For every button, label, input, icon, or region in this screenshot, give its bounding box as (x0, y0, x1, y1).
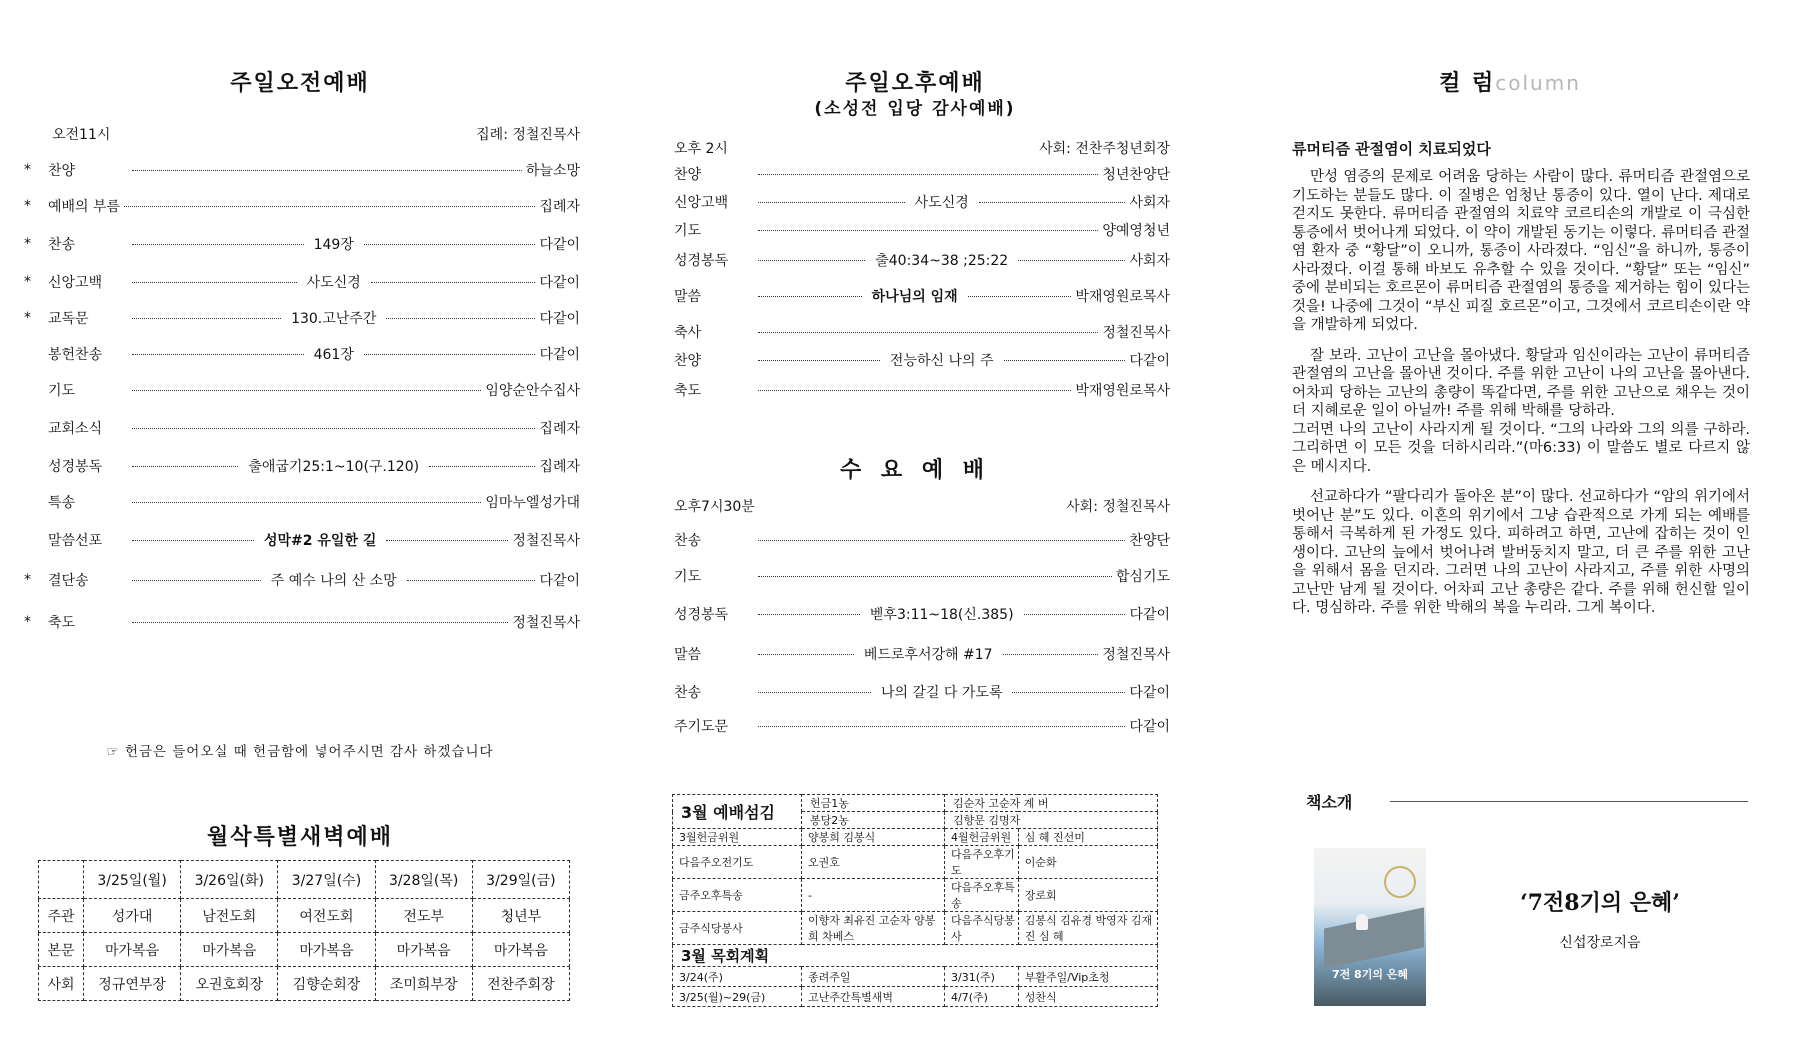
dotted-leader (1024, 614, 1126, 615)
dotted-leader (758, 576, 1112, 577)
order-row (674, 164, 1170, 184)
dotted-leader (968, 296, 1072, 297)
order-person: 청년찬양단 (1102, 167, 1170, 183)
order-label: 축도 (674, 383, 702, 399)
dotted-leader (132, 318, 281, 319)
dotted-leader (758, 390, 1071, 391)
order-person: 하늘소망 (525, 163, 580, 179)
dotted-leader (979, 202, 1126, 203)
dawn-row-label: 본문 (39, 933, 84, 967)
morning-leader: 집례: 정철진목사 (476, 127, 580, 143)
order-person: 다같이 (1129, 719, 1170, 735)
servers-cell: 이향자 최유진 고순자 양봉희 차베스 (802, 912, 945, 945)
order-detail: 주 예수 나의 산 소망 (270, 573, 397, 589)
dotted-leader (429, 466, 535, 467)
dotted-leader (132, 466, 238, 467)
dotted-leader (758, 202, 905, 203)
dawn-schedule-table (38, 860, 570, 1001)
order-label: 결단송 (48, 573, 89, 589)
plan-cell: 종려주일 (802, 967, 945, 987)
order-row (674, 530, 1170, 550)
dawn-cell: 여전도회 (278, 899, 375, 933)
order-label: 찬송 (674, 685, 702, 701)
dawn-date: 3/27일(수) (278, 861, 375, 899)
order-person: 찬양단 (1129, 533, 1170, 549)
order-person: 박재영원로목사 (1075, 383, 1170, 399)
dotted-leader (132, 244, 304, 245)
wednesday-leader: 사회: 정철진목사 (1066, 499, 1170, 515)
book-cover-title: 7전 8기의 은혜 (1331, 968, 1409, 981)
dawn-row-label: 사회 (39, 967, 84, 1001)
order-detail: 베드로후서강해 #17 (863, 647, 993, 663)
order-label: 찬양 (48, 163, 76, 179)
dotted-leader (758, 654, 854, 655)
order-label: 축사 (674, 325, 702, 341)
book-author: 신섭장로지음 (1559, 935, 1641, 951)
servers-cell: 김봉식 김유경 박영자 김재진 심 혜 (1018, 912, 1157, 945)
order-person: 집례자 (539, 199, 580, 215)
order-label: 찬양 (674, 353, 702, 369)
column-body (1292, 168, 1750, 618)
dotted-leader (364, 354, 536, 355)
plan-cell: 부활주일/Vip초청 (1018, 967, 1157, 987)
order-row (20, 272, 580, 292)
order-detail: 출40:34~38 ;25:22 (875, 253, 1009, 269)
order-label: 말씀 (674, 289, 702, 305)
book-label: 책소개 (1306, 793, 1353, 812)
order-label: 찬송 (674, 533, 702, 549)
dotted-leader (364, 244, 536, 245)
dotted-leader (132, 580, 261, 581)
dotted-leader (132, 502, 481, 503)
order-person: 집례자 (539, 459, 580, 475)
order-label: 찬양 (674, 167, 702, 183)
servers-cell: 오권호 (802, 846, 945, 879)
order-person: 정철진목사 (512, 533, 580, 549)
servers-cell: - (802, 879, 945, 912)
dawn-cell: 조미희부장 (375, 967, 472, 1001)
order-detail: 461장 (313, 347, 354, 363)
dotted-leader (758, 540, 1125, 541)
order-row (674, 682, 1170, 702)
servers-cell: 장로회 (1018, 879, 1157, 912)
dotted-leader (386, 318, 535, 319)
dawn-header-row (39, 861, 570, 899)
servers-cell: 금주식당봉사 (673, 912, 802, 945)
award-seal (1384, 866, 1416, 898)
order-detail: 사도신경 (914, 195, 969, 211)
column-title-en: column (1495, 71, 1581, 95)
order-person: 집례자 (539, 421, 580, 437)
order-person: 다같이 (1129, 685, 1170, 701)
order-row (20, 570, 580, 590)
dotted-leader (132, 390, 481, 391)
afternoon-title: 주일오후예배 (845, 71, 985, 96)
dawn-cell: 마가복음 (375, 933, 472, 967)
servers-cell: 양봉희 김봉식 (802, 829, 945, 846)
dawn-corner (39, 861, 84, 899)
order-person: 박재영원로목사 (1075, 289, 1171, 305)
order-row (674, 286, 1170, 306)
order-label: 주기도문 (674, 719, 729, 735)
servers-cell: 다음주오후특송 (945, 879, 1019, 912)
dawn-row (39, 933, 570, 967)
order-label: 신앙고백 (48, 275, 103, 291)
column-paragraph: 만성 염증의 문제로 어려움 당하는 사람이 많다. 류머티즘 관절염으로 기도하는 분들도 많다. 이 질병은 엄청난 통증이 있다. 열이 난다. 제대로 걷지도 못한다. 류머티즘 관절염의 치료약 코르티손의 개발로 이 극심한 통증에서 벗어나게 되었다. 이 약이 개발된 동기는 이렇다. 류머티즘 관절염 환자 중 “황달”이 오니까, 통증이 사라졌다. “임신”을 하니까, 통증이 사라졌다. 이걸 통해 바보도 유추할 수 있을 것이다. “황달” 또는 “임신” 중에 분비되는 호르몬이 류머티즘 관절염의 통증을 제거하는 힘이 있다는 것을! 나중에 그것이 “부신 피질 호르몬”이고, 그것에서 코르티손이란 약을 개발하게 되었다. (1292, 169, 1750, 333)
dawn-cell: 오권호회장 (181, 967, 278, 1001)
order-row (20, 308, 580, 328)
offering-note: ☞ 헌금은 들어오실 때 헌금함에 넣어주시면 감사 하겠습니다 (106, 744, 494, 760)
dawn-cell: 청년부 (472, 899, 569, 933)
order-person: 임양순안수집사 (485, 383, 580, 399)
order-person: 사회자 (1129, 195, 1170, 211)
order-row (20, 492, 580, 512)
order-label: 찬송 (48, 237, 76, 253)
order-row (20, 160, 580, 180)
dawn-date: 3/28일(목) (375, 861, 472, 899)
dawn-cell: 마가복음 (181, 933, 278, 967)
dawn-cell: 마가복음 (278, 933, 375, 967)
star-mark: * (24, 274, 31, 290)
dotted-leader (132, 282, 297, 283)
dawn-row-label: 주관 (39, 899, 84, 933)
dawn-cell: 성가대 (84, 899, 181, 933)
order-person: 다같이 (539, 311, 581, 327)
order-label: 봉헌찬송 (48, 347, 103, 363)
order-person: 다같이 (1129, 353, 1170, 369)
dawn-cell: 마가복음 (84, 933, 181, 967)
dotted-leader (407, 580, 536, 581)
order-label: 교독문 (48, 311, 89, 327)
order-row (674, 322, 1170, 342)
order-row (20, 196, 580, 216)
afternoon-subtitle: (소성전 입당 감사예배) (814, 99, 1016, 119)
order-detail: 전능하신 나의 주 (889, 353, 994, 369)
order-label: 기도 (674, 569, 702, 585)
column-paragraph: 선교하다가 “팔다리가 돌아온 분”이 많다. 선교하다가 “암의 위기에서 벗어난 분”도 있다. 이혼의 위기에서 그냥 습관적으로 가게 되는 예배를 통해서 극복하게 된 가정도 있다. 피하려고 하면, 고난에 잡히는 것이 인생이다. 고난의 늪에서 벗어나려 발버둥치지 말고, 더 큰 주를 위한 고난을 위해서 몸을 던지라. 그러면 나의 고난이 사라지고, 주를 위한 사명의 고난만 남게 될 것이다. 어차피 고난 총량은 같다. 주를 위해 헌신할 일이다. 명심하라. 주를 위한 박해의 복을 누리라. 그게 복이다. (1292, 489, 1750, 616)
dawn-row (39, 899, 570, 933)
dotted-leader (758, 614, 860, 615)
dotted-leader (132, 540, 254, 541)
order-row (20, 612, 580, 632)
servers-row (673, 912, 1158, 945)
star-mark: * (24, 236, 31, 252)
order-person: 다같이 (539, 237, 581, 253)
dotted-leader (132, 170, 522, 171)
plan-cell: 3/31(주) (945, 967, 1019, 987)
order-label: 말씀 (674, 647, 702, 663)
servers-cell: 3월헌금위원 (673, 829, 802, 846)
servers-table (672, 794, 1158, 1007)
servers-row (673, 829, 1158, 846)
wednesday-title: 수 요 예 배 (840, 458, 990, 483)
book-title: ‘7전8기의 은혜’ (1520, 890, 1680, 916)
dotted-leader (132, 354, 304, 355)
order-detail: 나의 갈길 다 가도록 (880, 685, 1003, 701)
dotted-leader (758, 692, 871, 693)
order-row (20, 380, 580, 400)
star-mark: * (24, 198, 31, 214)
dotted-leader (1003, 654, 1099, 655)
order-label: 신앙고백 (674, 195, 729, 211)
order-person: 정철진목사 (512, 615, 580, 631)
dawn-date: 3/29일(금) (472, 861, 569, 899)
morning-time: 오전11시 (52, 127, 111, 143)
dotted-leader (132, 622, 508, 623)
order-row (674, 380, 1170, 400)
dawn-cell: 김향순회장 (278, 967, 375, 1001)
dawn-cell: 남전도회 (181, 899, 278, 933)
plan-title: 3월 목회계획 (673, 945, 1158, 967)
plan-cell: 3/24(주) (673, 967, 802, 987)
wednesday-time: 오후7시30분 (674, 499, 755, 515)
dotted-leader (1012, 692, 1125, 693)
dotted-leader (758, 174, 1098, 175)
order-label: 축도 (48, 615, 76, 631)
dotted-leader (371, 282, 536, 283)
dotted-leader (386, 540, 508, 541)
order-row (20, 344, 580, 364)
cliff-shape (1324, 907, 1424, 968)
dotted-leader (758, 332, 1098, 333)
book-cover (1314, 848, 1426, 1006)
dawn-title: 월삭특별새벽예배 (206, 825, 394, 850)
dotted-leader (132, 428, 535, 429)
dawn-cell: 전도부 (375, 899, 472, 933)
order-detail: 벧후3:11~18(신.385) (869, 607, 1014, 623)
order-row (20, 456, 580, 476)
order-label: 성경봉독 (48, 459, 103, 475)
order-row (674, 250, 1170, 270)
order-detail: 출애굽기25:1~10(구.120) (248, 459, 420, 475)
afternoon-time: 오후 2시 (674, 141, 728, 157)
order-row (674, 566, 1170, 586)
order-person: 합심기도 (1115, 569, 1170, 585)
servers-cell: 다음주식당봉사 (945, 912, 1019, 945)
plan-cell: 고난주간특별새벽 (802, 987, 945, 1007)
order-label: 교회소식 (48, 421, 103, 437)
order-row (674, 192, 1170, 212)
afternoon-leader: 사회: 전찬주청년회장 (1039, 141, 1170, 157)
order-label: 기도 (674, 223, 702, 239)
order-row (674, 644, 1170, 664)
column-paragraph: 잘 보라. 고난이 고난을 몰아냈다. 황달과 임신이라는 고난이 류머티즘 관절염의 고난을 몰아낸 것이다. 주를 위한 고난이 나의 고난을 몰아낸다. 어차피 당하는 고난의 총량이 똑같다면, 주를 위한 고난으로 채우는 것이 더 지혜로운 일이 아닐까! 주를 위해 박해를 당하라. (1292, 347, 1750, 419)
dotted-leader (758, 230, 1098, 231)
plan-cell: 3/25(월)~29(금) (673, 987, 802, 1007)
order-label: 말씀선포 (48, 533, 103, 549)
servers-cell: 헌금1농 (802, 795, 945, 812)
servers-cell: 다음주오후기도 (945, 846, 1019, 879)
order-label: 특송 (48, 495, 76, 511)
star-mark: * (24, 614, 31, 630)
star-mark: * (24, 310, 31, 326)
dotted-leader (758, 726, 1125, 727)
servers-cell: 심 혜 진선미 (1018, 829, 1157, 846)
order-row (674, 604, 1170, 624)
order-detail: 사도신경 (306, 275, 361, 291)
order-row (674, 220, 1170, 240)
dotted-leader (124, 206, 535, 207)
order-row (674, 350, 1170, 370)
book-divider (1390, 801, 1748, 802)
order-person: 다같이 (1129, 607, 1171, 623)
dawn-cell: 마가복음 (472, 933, 569, 967)
plan-cell: 성찬식 (1018, 987, 1157, 1007)
order-person: 양예영청년 (1102, 223, 1170, 239)
order-label: 성경봉독 (674, 607, 729, 623)
servers-cell: 금주오후특송 (673, 879, 802, 912)
servers-cell: 봉당2농 (802, 812, 945, 829)
order-row (20, 418, 580, 438)
order-person: 사회자 (1129, 253, 1171, 269)
dawn-date: 3/25일(월) (84, 861, 181, 899)
plan-cell: 4/7(주) (945, 987, 1019, 1007)
order-person: 임마누엘성가대 (485, 495, 580, 511)
dawn-cell: 정규연부장 (84, 967, 181, 1001)
order-detail: 성막#2 유일한 길 (264, 533, 377, 549)
dawn-cell: 전찬주회장 (472, 967, 569, 1001)
servers-title: 3월 예배섬김 (673, 795, 802, 829)
order-label: 성경봉독 (674, 253, 729, 269)
dotted-leader (1004, 360, 1126, 361)
dawn-row (39, 967, 570, 1001)
morning-title: 주일오전예배 (230, 71, 370, 96)
order-person: 다같이 (539, 573, 581, 589)
column-paragraph: 그러면 나의 고난이 사라지게 될 것이다. “그의 나라와 그의 의를 구하라. 그리하면 이 모든 것을 더하시리라.”(마6:33) 이 말씀도 별로 다르지 않은 메시지다. (1292, 421, 1750, 475)
order-person: 정철진목사 (1102, 325, 1170, 341)
person-figure (1356, 914, 1368, 930)
order-person: 다같이 (539, 275, 580, 291)
dotted-leader (1018, 260, 1125, 261)
dotted-leader (758, 260, 865, 261)
dawn-date: 3/26일(화) (181, 861, 278, 899)
plan-row (673, 987, 1158, 1007)
servers-row (673, 846, 1158, 879)
servers-row (673, 879, 1158, 912)
servers-row (673, 795, 1158, 812)
dotted-leader (758, 360, 880, 361)
order-label: 예배의 부름 (48, 199, 121, 215)
order-person: 정철진목사 (1102, 647, 1171, 663)
order-detail: 하나님의 임재 (871, 289, 958, 305)
servers-cell: 김향문 김명자 (945, 812, 1158, 829)
column-title: 컬 럼 (1439, 71, 1496, 96)
order-detail: 149장 (313, 237, 354, 253)
order-detail: 130.고난주간 (291, 311, 377, 327)
servers-cell: 김순자 고순자 계 버 (945, 795, 1158, 812)
order-label: 기도 (48, 383, 76, 399)
servers-cell: 이순화 (1018, 846, 1157, 879)
order-row (674, 716, 1170, 736)
star-mark: * (24, 572, 31, 588)
plan-row (673, 967, 1158, 987)
plan-title-row (673, 945, 1158, 967)
order-row (20, 234, 580, 254)
star-mark: * (24, 162, 31, 178)
order-row (20, 530, 580, 550)
servers-cell: 4월헌금위원 (945, 829, 1019, 846)
order-person: 다같이 (539, 347, 581, 363)
column-title-wrap (1270, 66, 1750, 97)
column-heading: 류머티즘 관절염이 치료되었다 (1292, 140, 1491, 158)
servers-cell: 다음주오전기도 (673, 846, 802, 879)
dotted-leader (758, 296, 862, 297)
